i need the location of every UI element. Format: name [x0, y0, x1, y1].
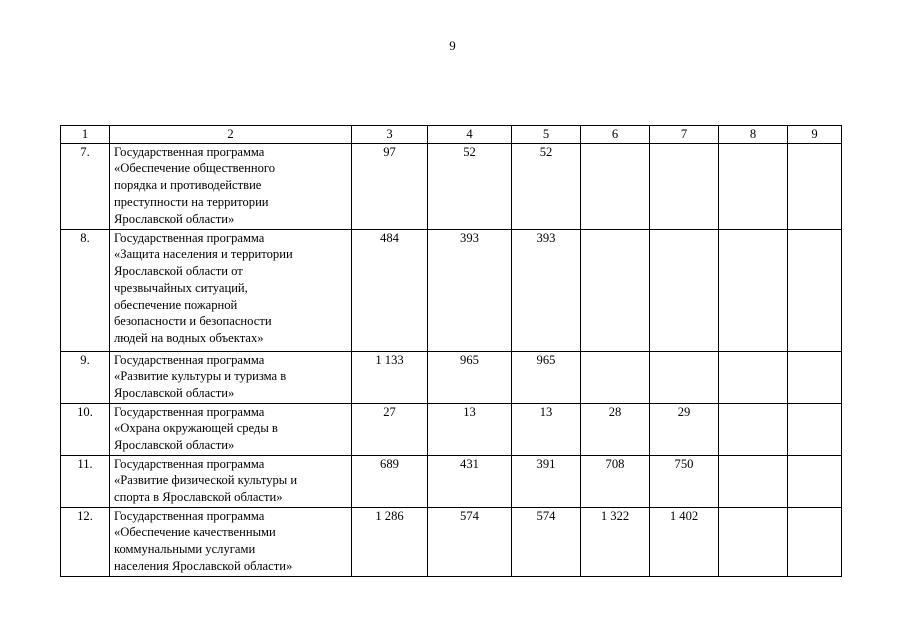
program-name-line: Ярославской области»: [114, 438, 235, 453]
value-cell-3: 1 133: [352, 351, 428, 403]
value-cell-9: [788, 229, 842, 351]
value-cell-8: [719, 143, 788, 229]
program-name-line: людей на водных объектах»: [114, 330, 264, 345]
program-name-line: коммунальными услугами: [114, 542, 256, 557]
program-name-line: порядка и противодействие: [114, 178, 262, 193]
value-cell-7: [650, 143, 719, 229]
value-cell-6: 708: [581, 455, 650, 507]
program-name-line: «Обеспечение качественными: [114, 525, 276, 540]
value-cell-4: 965: [428, 351, 512, 403]
value-cell-6: 1 322: [581, 507, 650, 576]
value-cell-3: 97: [352, 143, 428, 229]
header-col-6: 6: [581, 126, 650, 144]
program-name-line: обеспечение пожарной: [114, 297, 238, 312]
programs-table: [60, 125, 842, 577]
value-cell-7: [650, 229, 719, 351]
value-cell-4: 393: [428, 229, 512, 351]
program-name-line: «Защита населения и территории: [114, 247, 293, 262]
value-cell-5: 13: [512, 403, 581, 455]
value-cell-8: [719, 351, 788, 403]
value-cell-9: [788, 403, 842, 455]
value-cell-5: 965: [512, 351, 581, 403]
program-name: [110, 455, 352, 507]
value-cell-4: 574: [428, 507, 512, 576]
value-cell-6: [581, 229, 650, 351]
row-number: 7.: [61, 143, 110, 229]
value-cell-6: [581, 351, 650, 403]
value-cell-3: 27: [352, 403, 428, 455]
program-name-line: Государственная программа: [114, 456, 265, 471]
value-cell-3: 1 286: [352, 507, 428, 576]
value-cell-3: 484: [352, 229, 428, 351]
program-name-line: «Развитие физической культуры и: [114, 473, 298, 488]
program-name: [110, 403, 352, 455]
program-name-line: спорта в Ярославской области»: [114, 490, 283, 505]
value-cell-8: [719, 507, 788, 576]
program-name-line: Государственная программа: [114, 404, 265, 419]
value-cell-7: [650, 351, 719, 403]
header-col-1: 1: [61, 126, 110, 144]
value-cell-6: 28: [581, 403, 650, 455]
value-cell-5: 391: [512, 455, 581, 507]
row-number: 10.: [61, 403, 110, 455]
table-row: [61, 229, 842, 351]
value-cell-9: [788, 351, 842, 403]
table-body: [61, 126, 842, 577]
row-number: 12.: [61, 507, 110, 576]
program-name: [110, 143, 352, 229]
header-col-8: 8: [719, 126, 788, 144]
program-name-line: Государственная программа: [114, 352, 265, 367]
value-cell-5: 52: [512, 143, 581, 229]
value-cell-4: 431: [428, 455, 512, 507]
program-name-line: «Обеспечение общественного: [114, 161, 276, 176]
value-cell-8: [719, 403, 788, 455]
table-row: [61, 507, 842, 576]
program-name-line: «Охрана окружающей среды в: [114, 421, 278, 436]
value-cell-5: 393: [512, 229, 581, 351]
page-number: 9: [449, 38, 456, 53]
table-header-row: [61, 126, 842, 144]
header-col-9: 9: [788, 126, 842, 144]
header-col-2: 2: [110, 126, 352, 144]
value-cell-9: [788, 143, 842, 229]
value-cell-7: 750: [650, 455, 719, 507]
value-cell-6: [581, 143, 650, 229]
header-col-3: 3: [352, 126, 428, 144]
table-row: [61, 143, 842, 229]
row-number: 8.: [61, 229, 110, 351]
program-name-line: безопасности и безопасности: [114, 314, 272, 329]
table-row: [61, 455, 842, 507]
value-cell-4: 52: [428, 143, 512, 229]
program-name: [110, 229, 352, 351]
program-name-line: чрезвычайных ситуаций,: [114, 280, 248, 295]
table-row: [61, 351, 842, 403]
header-col-7: 7: [650, 126, 719, 144]
program-name-line: Государственная программа: [114, 230, 265, 245]
value-cell-8: [719, 455, 788, 507]
row-number: 11.: [61, 455, 110, 507]
value-cell-9: [788, 507, 842, 576]
header-col-4: 4: [428, 126, 512, 144]
program-name-line: населения Ярославской области»: [114, 558, 293, 573]
program-name: [110, 351, 352, 403]
value-cell-9: [788, 455, 842, 507]
program-name-line: Ярославской области»: [114, 386, 235, 401]
value-cell-7: 29: [650, 403, 719, 455]
program-name-line: Государственная программа: [114, 508, 265, 523]
table-row: [61, 403, 842, 455]
program-name: [110, 507, 352, 576]
value-cell-4: 13: [428, 403, 512, 455]
program-name-line: Ярославской области»: [114, 211, 235, 226]
value-cell-8: [719, 229, 788, 351]
program-name-line: Ярославской области от: [114, 264, 243, 279]
program-name-line: преступности на территории: [114, 194, 269, 209]
value-cell-5: 574: [512, 507, 581, 576]
header-col-5: 5: [512, 126, 581, 144]
value-cell-7: 1 402: [650, 507, 719, 576]
program-name-line: Государственная программа: [114, 144, 265, 159]
value-cell-3: 689: [352, 455, 428, 507]
program-name-line: «Развитие культуры и туризма в: [114, 369, 287, 384]
row-number: 9.: [61, 351, 110, 403]
